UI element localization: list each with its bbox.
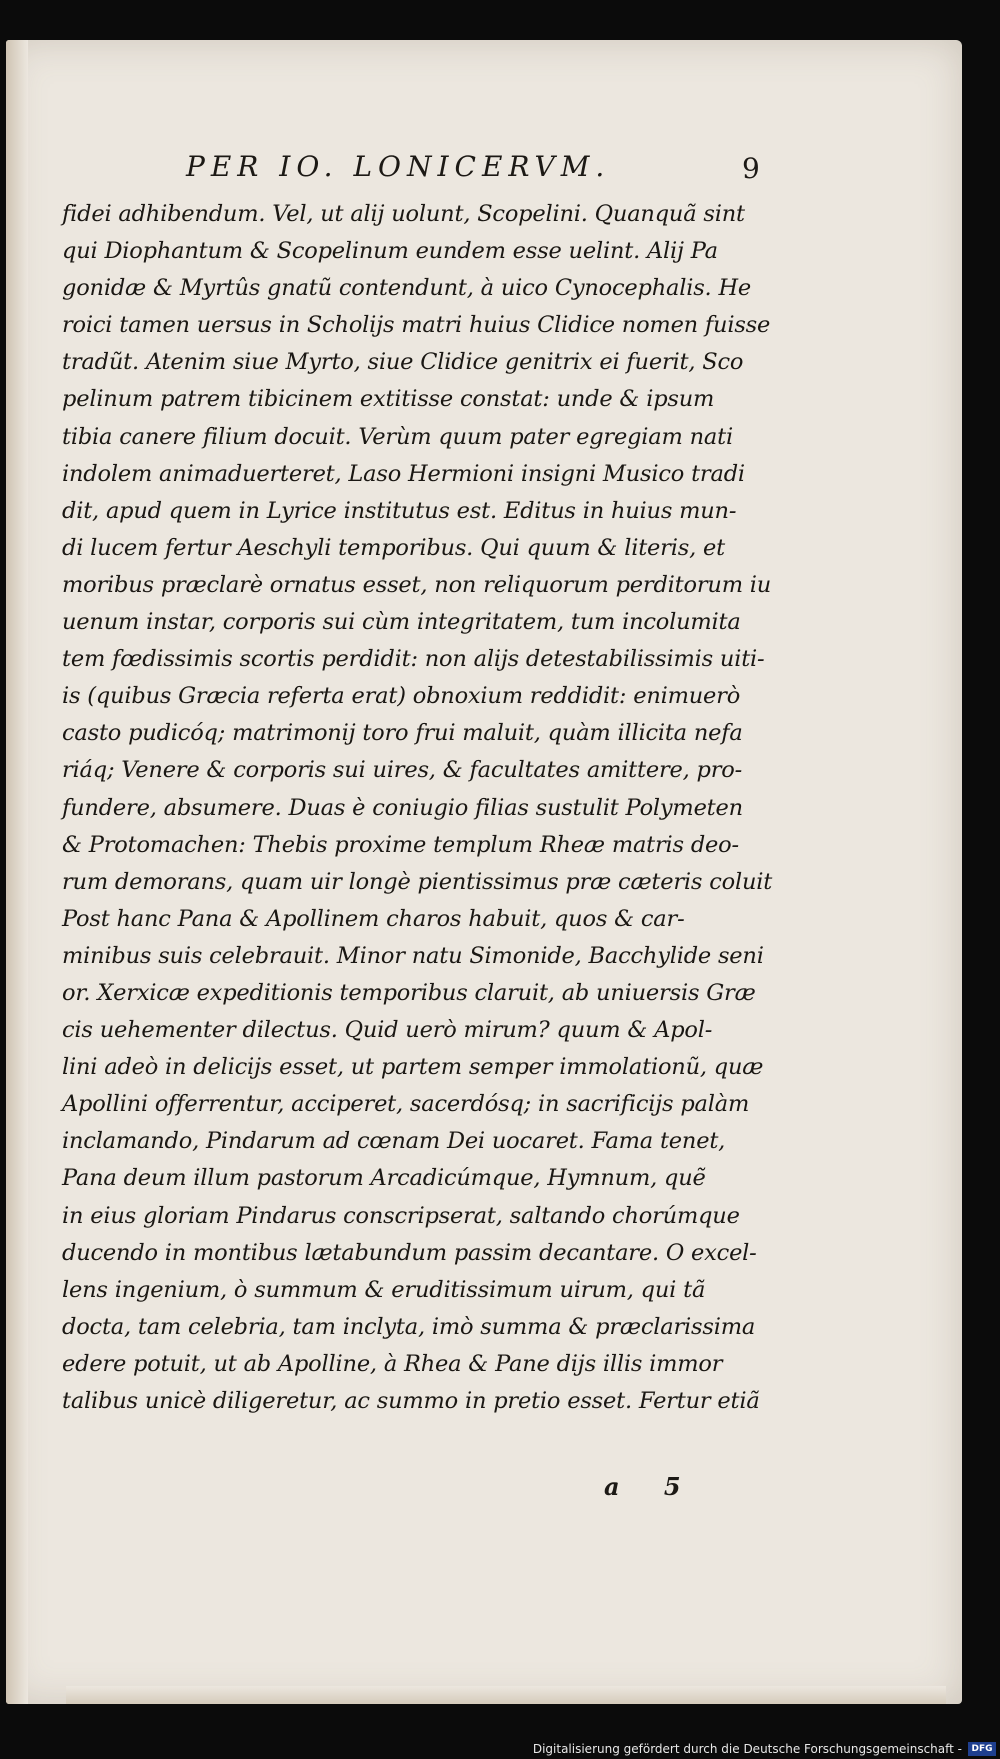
funding-credit: Digitalisierung gefördert durch die Deutsche Forschungsgemeinschaft - xyxy=(532,1742,962,1756)
text-line: tem fœdissimis scortis perdidit: non alijs detestabilissimis uiti- xyxy=(62,646,765,673)
signature-mark: a 5 xyxy=(604,1472,699,1501)
dfg-logo: DFG xyxy=(968,1742,996,1756)
text-line: tibia canere filium docuit. Verùm quum pater egregiam nati xyxy=(62,423,733,450)
text-line: or. Xerxicæ expeditionis temporibus claruit, ab uniuersis Græ xyxy=(62,979,756,1006)
page-bottom-edge xyxy=(66,1686,946,1704)
text-line: cis uehementer dilectus. Quid uerò mirum? quum & Apol- xyxy=(62,1017,713,1044)
text-line: lens ingenium, ò summum & eruditissimum uirum, qui tã xyxy=(62,1276,706,1303)
text-line: in eius gloriam Pindarus conscripserat, saltando chorúmque xyxy=(62,1202,740,1229)
text-line: fundere, absumere. Duas è coniugio filias sustulit Polymeten xyxy=(62,794,743,821)
footer-bar xyxy=(0,1737,1000,1759)
body-text xyxy=(62,196,773,1420)
text-line: minibus suis celebrauit. Minor natu Simonide, Bacchylide seni xyxy=(62,942,764,969)
text-line: rum demorans, quam uir longè pientissimus præ cæteris coluit xyxy=(62,868,773,895)
text-line: inclamando, Pindarum ad cœnam Dei uocaret. Fama tenet, xyxy=(62,1128,726,1155)
running-head: PER IO. LONICERVM. xyxy=(186,150,611,183)
text-line: gonidæ & Myrtûs gnatũ contendunt, à uico Cynocephalis. He xyxy=(62,275,751,302)
text-line: fidei adhibendum. Vel, ut alij uolunt, Scopelini. Quanquã sint xyxy=(62,201,745,227)
text-line: moribus præclarè ornatus esset, non reliquorum perditorum iu xyxy=(62,571,772,598)
text-line: indolem animaduerteret, Laso Hermioni insigni Musico tradi xyxy=(62,460,745,487)
text-line: qui Diophantum & Scopelinum eundem esse uelint. Alij Pa xyxy=(62,238,718,265)
page-number: 9 xyxy=(742,152,760,185)
text-line: pelinum patrem tibicinem extitisse constat: unde & ipsum xyxy=(62,386,715,413)
text-line: edere potuit, ut ab Apolline, à Rhea & Pane dijs illis immor xyxy=(62,1350,723,1377)
text-line: di lucem fertur Aeschyli temporibus. Qui quum & literis, et xyxy=(62,534,725,561)
text-line: docta, tam celebria, tam inclyta, imò summa & præclarissima xyxy=(62,1313,756,1340)
text-line: is (quibus Græcia referta erat) obnoxium reddidit: enimuerò xyxy=(62,683,741,710)
text-line: ducendo in montibus lætabundum passim decantare. O excel- xyxy=(62,1239,757,1266)
text-line: dit, apud quem in Lyrice institutus est. Editus in huius mun- xyxy=(62,497,737,524)
text-line: Pana deum illum pastorum Arcadicúmque, Hymnum, quẽ xyxy=(62,1165,706,1192)
text-line: uenum instar, corporis sui cùm integritatem, tum incolumita xyxy=(62,609,741,636)
page-gutter-shadow xyxy=(6,40,28,1704)
book-page xyxy=(6,40,962,1704)
text-line: & Protomachen: Thebis proxime templum Rheæ matris deo- xyxy=(62,831,739,858)
text-line: Apollini offerrentur, acciperet, sacerdósq; in sacrificijs palàm xyxy=(62,1091,750,1118)
text-line: tradũt. Atenim siue Myrto, siue Clidice genitrix ei fuerit, Sco xyxy=(62,349,744,376)
text-line: roici tamen uersus in Scholijs matri huius Clidice nomen fuisse xyxy=(62,312,771,339)
text-line: talibus unicè diligeretur, ac summo in pretio esset. Fertur etiã xyxy=(62,1388,760,1414)
text-line: lini adeò in delicijs esset, ut partem semper immolationũ, quæ xyxy=(62,1054,764,1081)
text-line: riáq; Venere & corporis sui uires, & facultates amittere, pro- xyxy=(62,757,743,784)
text-line: Post hanc Pana & Apollinem charos habuit, quos & car- xyxy=(62,905,685,932)
text-line: casto pudicóq; matrimonij toro frui maluit, quàm illicita nefa xyxy=(62,720,743,747)
